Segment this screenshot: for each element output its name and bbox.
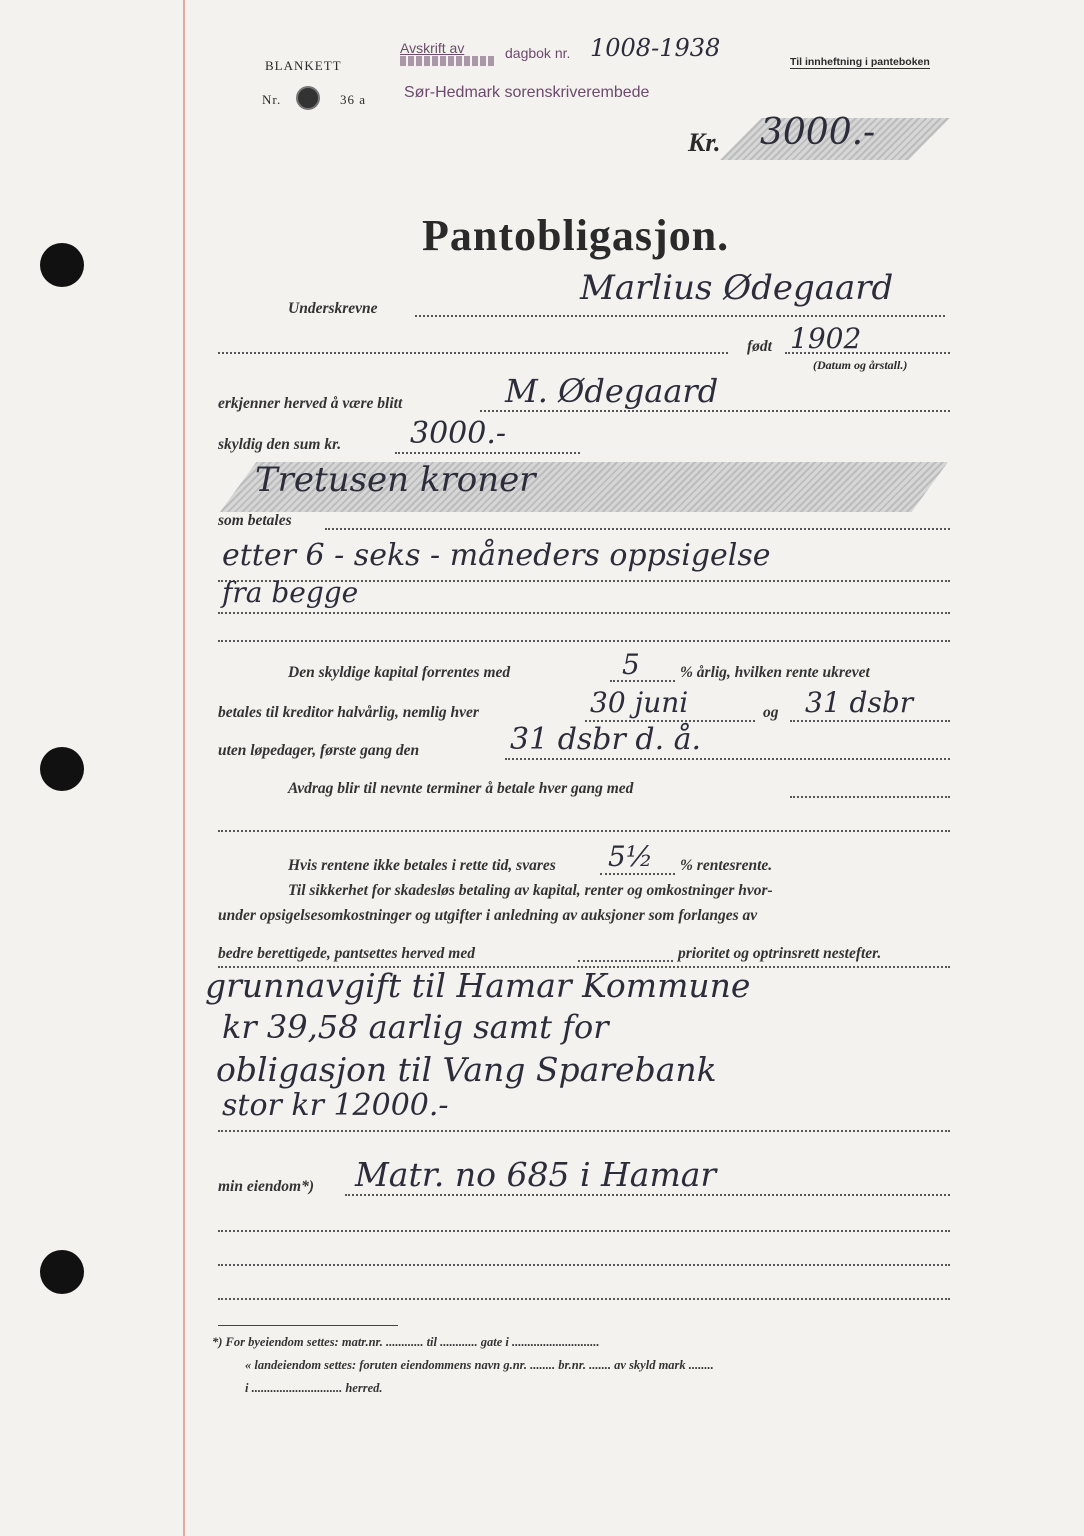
prioritet-line4: stor kr 12000.-: [222, 1088, 449, 1123]
prioritet-line2: kr 39,58 aarlig samt for: [222, 1008, 609, 1046]
betales-line1: etter 6 - seks - måneders oppsigelse: [222, 538, 771, 573]
fodt-value: 1902: [790, 322, 862, 355]
som-betales-label: som betales: [218, 512, 292, 529]
prioritet-line1: grunnavgift til Hamar Kommune: [205, 966, 751, 1005]
dotted-line: [345, 1194, 950, 1196]
skyldig-label: skyldig den sum kr.: [218, 436, 342, 453]
hvis-value: 5½: [608, 840, 653, 873]
avdrag-label: Avdrag blir til nevnte terminer å betale hver gang med: [288, 780, 634, 797]
dotted-line: [218, 640, 950, 642]
footnote-line3: i ............................. herred.: [245, 1381, 383, 1395]
sikkerhet-line1: Til sikkerhet for skadesløs betaling av kapital, renter og omkostninger hvor-: [288, 882, 773, 899]
kr-amount: 3000.-: [760, 112, 876, 153]
dotted-line: [218, 1264, 950, 1266]
dotted-line: [505, 758, 950, 760]
dotted-line: [325, 528, 950, 530]
dotted-line: [790, 796, 950, 798]
lopedager-label: uten løpedager, første gang den: [218, 742, 420, 759]
eiendom-label: min eiendom*): [218, 1178, 315, 1195]
halvarlig-label: betales til kreditor halvårlig, nemlig hver: [218, 704, 479, 721]
betales-line2: fra begge: [222, 576, 359, 609]
forrentes-suffix: % årlig, hvilken rente ukrevet: [680, 664, 870, 681]
top-right-note: Til innheftning i panteboken: [790, 56, 930, 68]
fodt-hint: (Datum og årstall.): [813, 358, 908, 372]
forrentes-value: 5: [622, 648, 640, 681]
erkjenner-label: erkjenner herved å være blitt: [218, 395, 403, 412]
dotted-line: [218, 352, 728, 354]
erkjenner-value: M. Ødegaard: [505, 372, 719, 410]
form-number: 36 a: [340, 92, 367, 107]
lopedager-value: 31 dsbr d. å.: [510, 722, 702, 757]
dotted-line: [218, 1298, 950, 1300]
dotted-line: [395, 452, 580, 454]
dotted-line: [218, 830, 950, 832]
sikkerhet-line3b: prioritet og optrinsrett nestefter.: [678, 945, 882, 962]
punch-hole: [40, 747, 84, 791]
og-label: og: [763, 704, 779, 721]
margin-line: [183, 0, 185, 1536]
underskrevne-value: Marlius Ødegaard: [580, 268, 894, 308]
seal-icon: [296, 86, 320, 110]
dotted-line: [218, 612, 950, 614]
dotted-line: [415, 315, 945, 317]
blankett-label: BLANKETT: [265, 58, 342, 73]
dagbok-number: 1008-1938: [590, 34, 721, 62]
underskrevne-label: Underskrevne: [288, 300, 378, 317]
dotted-line: [480, 410, 950, 412]
hvis-suffix: % rentesrente.: [680, 857, 773, 874]
stamp-avskrift: Avskrift av: [400, 40, 465, 56]
stamp-strikeout: [400, 56, 495, 66]
halvarlig-value1: 30 juni: [590, 686, 689, 719]
prioritet-line3: obligasjon til Vang Sparebank: [216, 1050, 717, 1089]
page-title: Pantobligasjon.: [422, 211, 730, 260]
dotted-line: [610, 680, 675, 682]
sikkerhet-line2: under opsigelsesomkostninger og utgifter i anledning av auksjoner som forlanges av: [218, 907, 758, 924]
punch-hole: [40, 1250, 84, 1294]
footnote-rule: [218, 1325, 398, 1326]
footnote-line2: « landeiendom settes: foruten eiendommens navn g.nr. ........ br.nr. ....... av skyld mark ........: [245, 1358, 714, 1372]
fodt-label: født: [747, 338, 772, 355]
punch-hole: [40, 243, 84, 287]
dotted-line: [218, 1130, 950, 1132]
dotted-line: [600, 873, 675, 875]
kr-label: Kr.: [688, 128, 721, 157]
eiendom-value: Matr. no 685 i Hamar: [355, 1155, 717, 1194]
sikkerhet-line3a: bedre berettigede, pantsettes herved med: [218, 945, 475, 962]
nr-label: Nr.: [262, 92, 282, 107]
stamp-office: Sør-Hedmark sorenskriverembede: [404, 84, 650, 101]
hvis-label: Hvis rentene ikke betales i rette tid, svares: [288, 857, 556, 874]
halvarlig-value2: 31 dsbr: [805, 686, 914, 719]
skyldig-value: 3000.-: [410, 416, 507, 451]
footnote-line1: *) For byeiendom settes: matr.nr. ............ til ............ gate i ............................: [212, 1335, 600, 1349]
stamp-dagbok: dagbok nr.: [505, 45, 571, 61]
dotted-line: [218, 1230, 950, 1232]
dotted-line: [578, 960, 673, 962]
sum-words: Tretusen kroner: [255, 460, 536, 500]
forrentes-label: Den skyldige kapital forrentes med: [288, 664, 511, 681]
dotted-line: [790, 720, 950, 722]
